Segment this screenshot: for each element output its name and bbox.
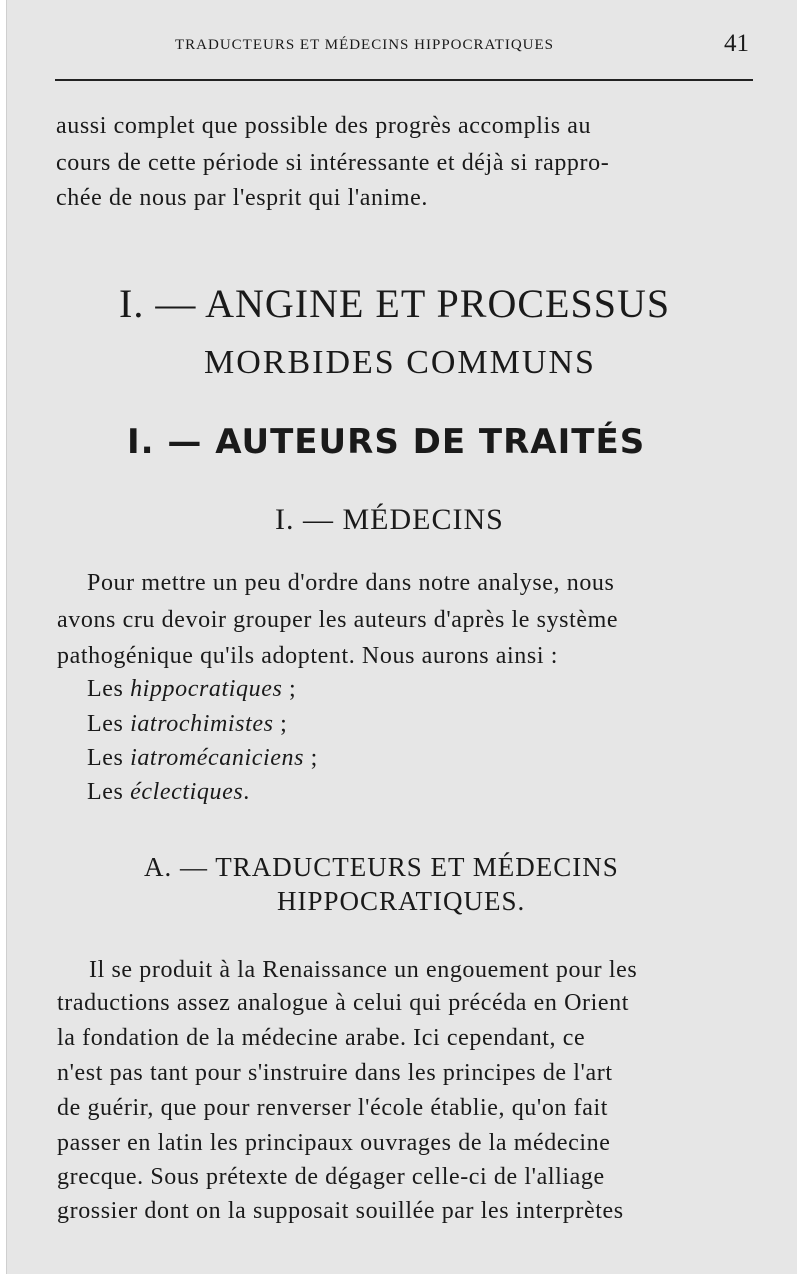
list-suffix: . [243, 779, 250, 805]
subsection-heading-line2: HIPPOCRATIQUES. [277, 886, 526, 916]
list-term: éclectiques [130, 779, 244, 805]
paragraph1-line: Pour mettre un peu d'ordre dans notre analyse, nous [87, 570, 615, 596]
intro-line: chée de nous par l'esprit qui l'anime. [56, 185, 429, 211]
list-item [87, 745, 318, 772]
list-prefix: Les [87, 745, 131, 771]
paragraph2-line: Il se produit à la Renaissance un engouement pour les [89, 957, 638, 983]
subsection-heading-line1: A. — TRADUCTEURS ET MÉDECINS [144, 852, 619, 882]
list-suffix: ; [304, 745, 318, 771]
list-item [87, 779, 250, 806]
list-prefix: Les [87, 676, 131, 702]
page-number: 41 [724, 30, 749, 57]
list-term: hippocratiques [130, 676, 283, 702]
part-heading-line2: MORBIDES COMMUNS [204, 344, 596, 381]
paragraph2-line: n'est pas tant pour s'instruire dans les principes de l'art [57, 1060, 613, 1086]
list-item [87, 711, 287, 738]
header-rule [55, 79, 753, 81]
paragraph2-line: la fondation de la médecine arabe. Ici cependant, ce [57, 1025, 586, 1051]
list-item [87, 676, 296, 703]
paragraph2-line: traductions assez analogue à celui qui précéda en Orient [57, 990, 630, 1016]
list-term: iatromécaniciens [130, 745, 305, 771]
chapter-heading: I. — AUTEURS DE TRAITÉS [127, 422, 646, 462]
paragraph1-line: pathogénique qu'ils adoptent. Nous aurons ainsi : [57, 643, 558, 669]
list-term: iatrochimistes [130, 711, 274, 737]
paragraph2-line: grecque. Sous prétexte de dégager celle-ci de l'alliage [57, 1164, 605, 1190]
intro-line: aussi complet que possible des progrès accomplis au [56, 113, 592, 139]
paragraph2-line: de guérir, que pour renverser l'école établie, qu'on fait [57, 1095, 608, 1121]
book-page [6, 0, 797, 1274]
paragraph2-line: grossier dont on la supposait souillée par les interprètes [57, 1198, 624, 1224]
list-prefix: Les [87, 779, 131, 805]
part-heading-line1: I. — ANGINE ET PROCESSUS [119, 281, 671, 326]
running-head: TRADUCTEURS ET MÉDECINS HIPPOCRATIQUES [175, 37, 555, 53]
list-prefix: Les [87, 711, 131, 737]
list-suffix: ; [282, 676, 297, 702]
paragraph1-line: avons cru devoir grouper les auteurs d'après le système [57, 607, 619, 633]
section-heading: I. — MÉDECINS [275, 503, 504, 536]
paragraph2-line: passer en latin les principaux ouvrages de la médecine [57, 1130, 611, 1156]
list-suffix: ; [273, 711, 288, 737]
intro-line: cours de cette période si intéressante et déjà si rappro- [56, 150, 610, 176]
